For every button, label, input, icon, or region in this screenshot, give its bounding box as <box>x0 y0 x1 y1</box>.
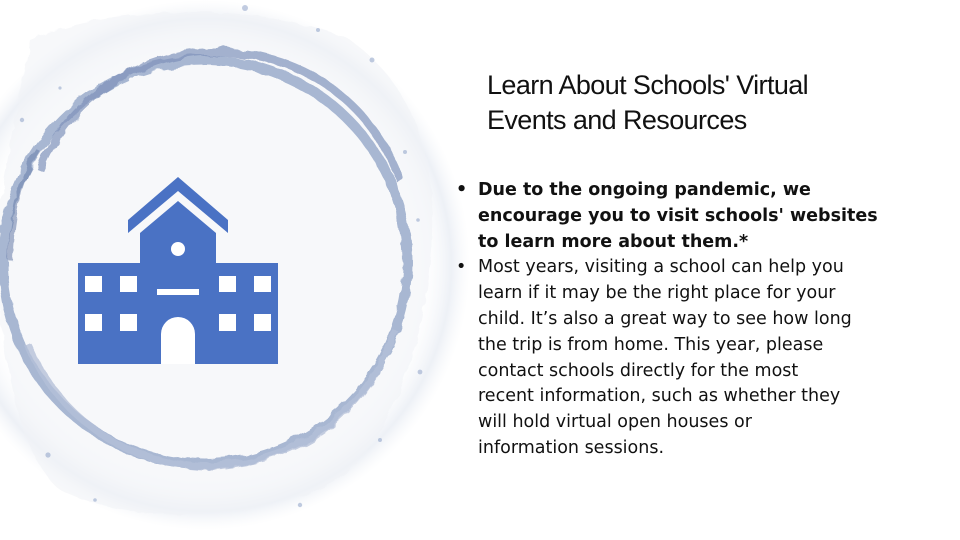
bullet-list <box>456 178 896 462</box>
bullet-line: Most years, visiting a school can help you <box>478 257 844 278</box>
bullet-line: encourage you to visit schools' websites <box>478 205 878 226</box>
bullet-line: the trip is from home. This year, please <box>478 334 824 355</box>
slide-title <box>487 68 927 138</box>
title-line-1: Learn About Schools' Virtual <box>487 70 809 100</box>
bullet-line: will hold virtual open houses or <box>478 412 752 433</box>
bullet-line: recent information, such as whether they <box>478 386 841 407</box>
bullet-marker: • <box>456 257 467 278</box>
bullet-line: learn if it may be the right place for your <box>478 283 836 304</box>
bullet-line: child. It’s also a great way to see how long <box>478 308 852 329</box>
bullet-item-pandemic <box>456 178 896 255</box>
bullet-marker: • <box>456 180 468 200</box>
bullet-line: Due to the ongoing pandemic, we <box>478 180 811 200</box>
title-line-2: Events and Resources <box>487 105 747 135</box>
bullet-item-visiting <box>456 255 896 461</box>
bullet-line: information sessions. <box>478 437 665 458</box>
bullet-line: to learn more about them.* <box>478 231 749 252</box>
bullet-line: contact schools directly for the most <box>478 360 799 381</box>
